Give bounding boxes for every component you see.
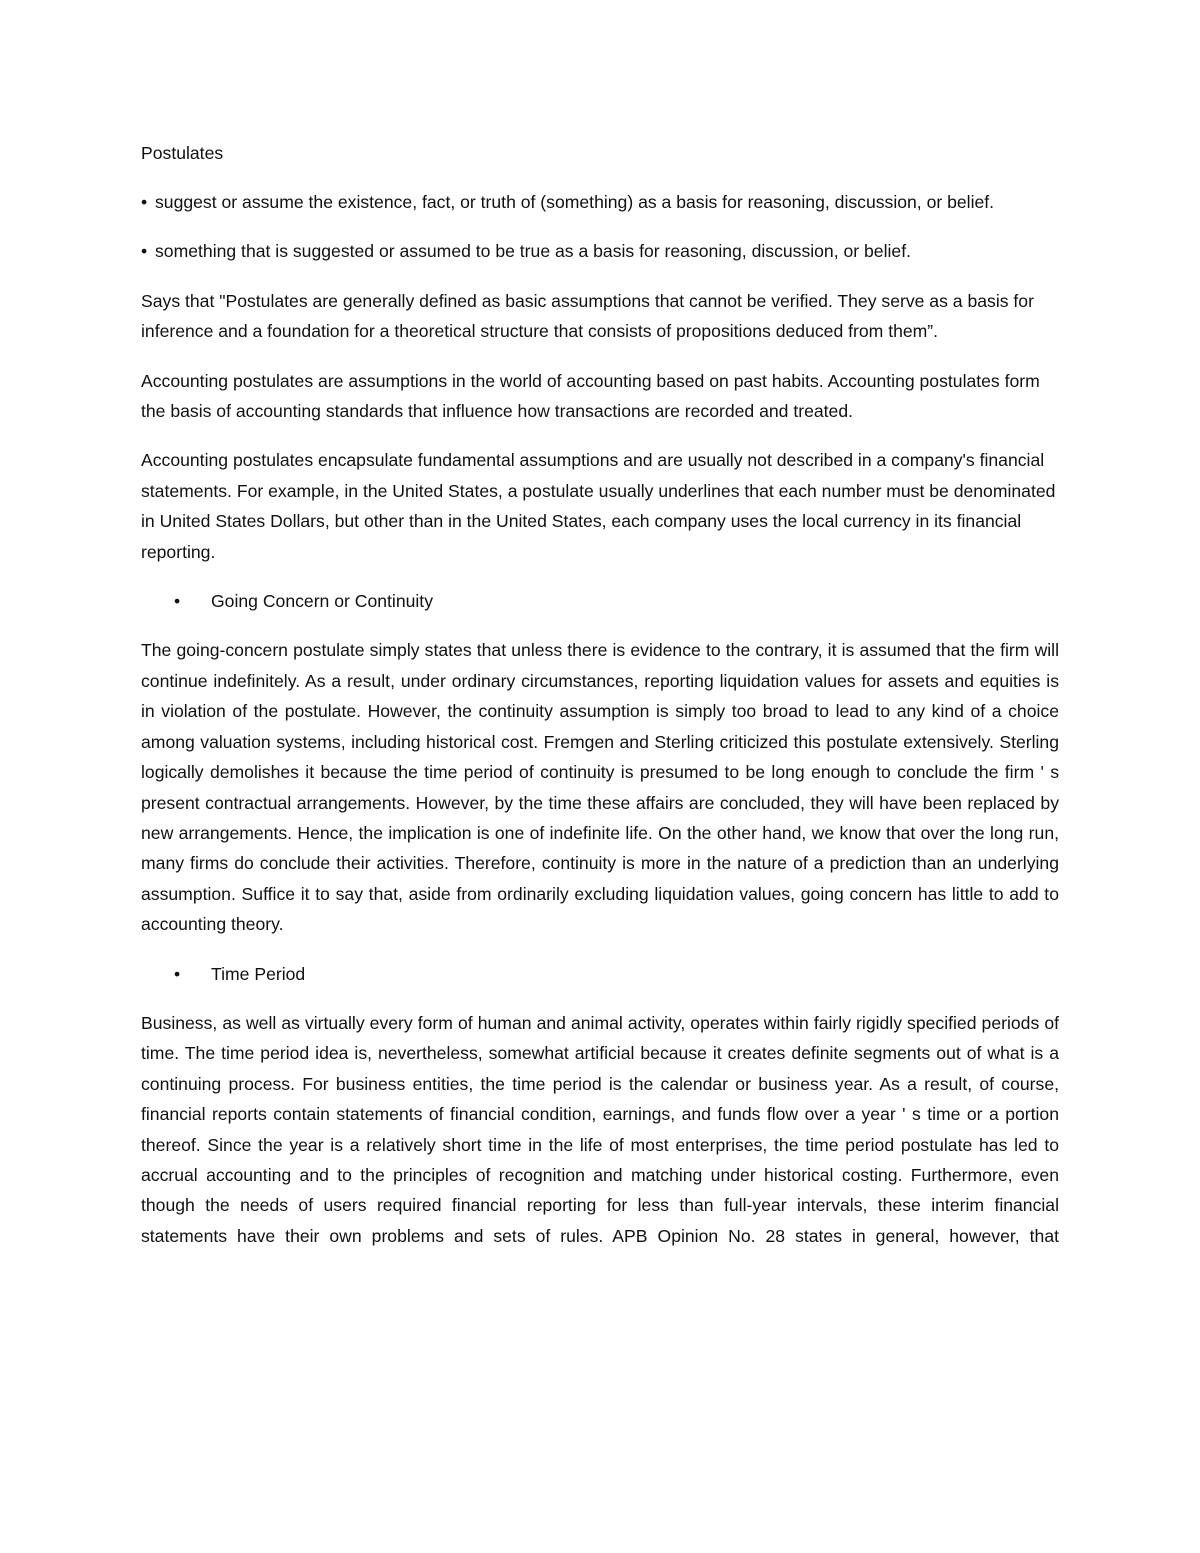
- quote-paragraph: Says that "Postulates are generally defined as basic assumptions that cannot be verified. They serve as a basis for inference and a foundation for a theoretical structure that consists of propositions deduced from them”.: [141, 290, 1034, 342]
- body-paragraph: Accounting postulates encapsulate fundamental assumptions and are usually not described in a company's financial statements. For example, in the United States, a postulate usually underlines that each number must be denominated in United States Dollars, but other than in the United States, each company uses the local currency in its financial reporting.: [141, 450, 1056, 562]
- definition-text: suggest or assume the existence, fact, or truth of (something) as a basis for reasoning, discussion, or belief.: [155, 192, 995, 212]
- section-heading-going-concern: [141, 586, 1059, 616]
- section-heading-text: Going Concern or Continuity: [211, 591, 433, 612]
- section-body-going-concern: The going-concern postulate simply states that unless there is evidence to the contrary, it is assumed that the firm will continue indefinitely. As a result, under ordinary circumstances, reporting liquidation values for assets and equities is in violation of the postulate. However, the continuity assumption is simply too broad to lead to any kind of a choice among valuation systems, including historical cost. Fremgen and Sterling criticized this postulate extensively. Sterling logically demolishes it because the time period of continuity is presumed to be long enough to conclude the firm ' s present contractual arrangements. However, by the time these affairs are concluded, they will have been replaced by new arrangements. Hence, the implication is one of indefinite life. On the other hand, we know that over the long run, many firms do conclude their activities. Therefore, continuity is more in the nature of a prediction than an underlying assumption. Suffice it to say that, aside from ordinarily excluding liquidation values, going concern has little to add to accounting theory.: [141, 640, 1059, 935]
- bullet-icon: •: [174, 963, 181, 984]
- body-paragraph: Accounting postulates are assumptions in the world of accounting based on past habits. Accounting postulates form the basis of accounting standards that influence how transactions are recorded and treated.: [141, 370, 1040, 422]
- section-body-time-period: Business, as well as virtually every form of human and animal activity, operates within fairly rigidly specified periods of time. The time period idea is, nevertheless, somewhat artificial because it creates definite segments out of what is a continuing process. For business entities, the time period is the calendar or business year. As a result, of course, financial reports contain statements of financial condition, earnings, and funds flow over a year ' s time or a portion thereof. Since the year is a relatively short time in the life of most enterprises, the time period postulate has led to accrual accounting and to the principles of recognition and matching under historical costing. Furthermore, even though the needs of users required financial reporting for less than full-year intervals, these interim financial statements have their own problems and sets of rules. APB Opinion No. 28 states in general, however, that: [141, 1012, 1059, 1246]
- section-heading-text: Time Period: [211, 963, 306, 984]
- bullet-icon: •: [141, 192, 148, 212]
- document-page: [141, 138, 1059, 1270]
- bullet-icon: •: [174, 591, 181, 612]
- definition-text: something that is suggested or assumed to be true as a basis for reasoning, discussion, or belief.: [155, 241, 911, 262]
- bullet-icon: •: [141, 241, 148, 262]
- definition-item: [141, 187, 1059, 217]
- definition-item: [141, 236, 1059, 266]
- page-title: Postulates: [141, 143, 224, 163]
- section-heading-time-period: [141, 959, 1059, 989]
